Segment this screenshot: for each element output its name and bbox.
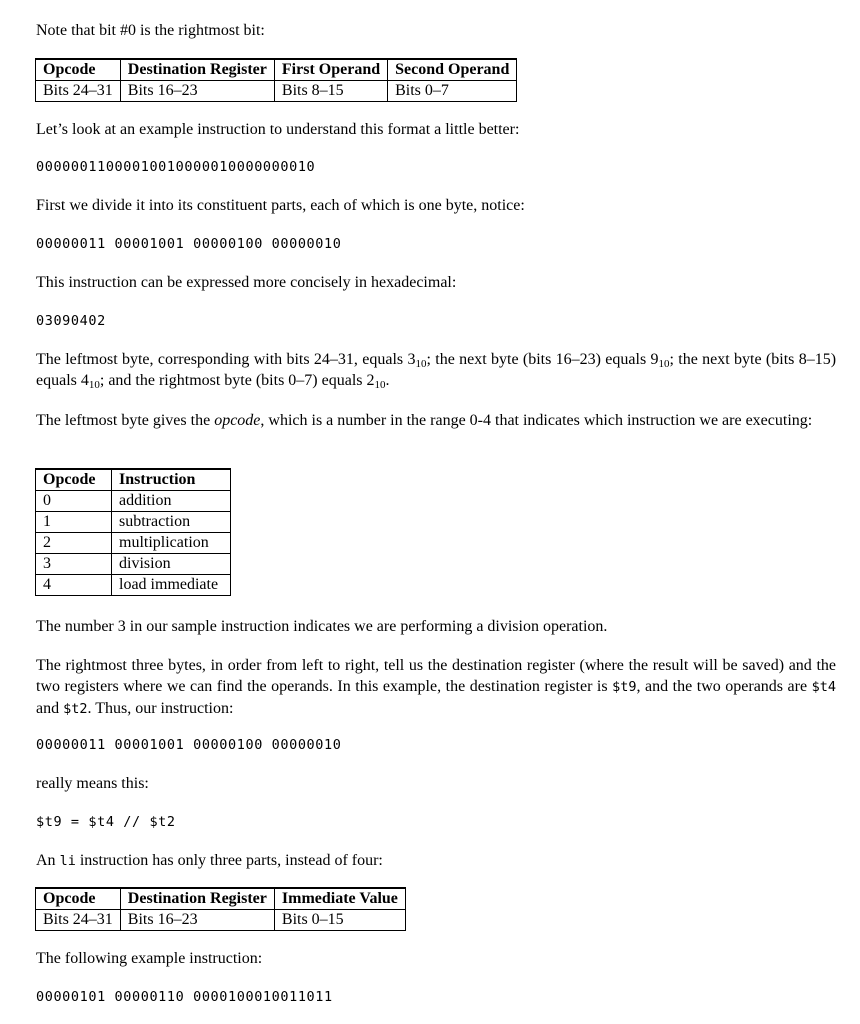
li-format-table [35, 887, 406, 931]
table-row [36, 533, 231, 554]
cell-destination-bits: Bits 16–23 [120, 81, 274, 102]
register-t9: $t9 [612, 679, 637, 695]
cell-immediate-bits: Bits 0–15 [274, 910, 405, 931]
table-header-row [36, 469, 231, 491]
registers-text-a: The rightmost three bytes, in order from left to right, tell us the destination register (where the result will be saved) and the two registers where we can find the operands. In this example, the destination register is [36, 657, 836, 695]
registers-text-c: and [36, 700, 64, 717]
cell-opcode-bits: Bits 24–31 [36, 81, 121, 102]
base-subscript: 10 [374, 379, 386, 391]
header-first-operand: First Operand [274, 59, 387, 81]
base-subscript: 10 [658, 358, 670, 370]
binary-li-instruction: 00000101 00000110 0000100010011011 [36, 989, 333, 1005]
table-header-row [36, 59, 517, 81]
li-code: li [59, 853, 76, 869]
cell-first-operand-bits: Bits 8–15 [274, 81, 387, 102]
binary-bytes: 00000011 00001001 00000100 00000010 [36, 236, 342, 252]
opcode-cell: 2 [36, 533, 112, 554]
table-header-row [36, 888, 406, 910]
table-row [36, 575, 231, 596]
table-row [36, 512, 231, 533]
header-second-operand: Second Operand [388, 59, 517, 81]
instruction-cell: addition [112, 491, 231, 512]
li-paragraph [36, 850, 383, 872]
cell-opcode-bits: Bits 24–31 [36, 910, 121, 931]
bit-note: Note that bit #0 is the rightmost bit: [36, 22, 265, 39]
header-opcode: Opcode [36, 59, 121, 81]
header-opcode: Opcode [36, 469, 112, 491]
really-means-text: really means this: [36, 775, 149, 792]
opcode-text-b: , which is a number in the range 0-4 that indicates which instruction we are executing: [260, 412, 813, 429]
header-destination-register: Destination Register [120, 888, 274, 910]
example-intro: Let’s look at an example instruction to understand this format a little better: [36, 121, 520, 138]
opcode-cell: 3 [36, 554, 112, 575]
table-row [36, 554, 231, 575]
bytes-text-4: ; and the rightmost byte (bits 0–7) equals 2 [99, 372, 375, 389]
table-row [36, 81, 517, 102]
header-opcode: Opcode [36, 888, 121, 910]
binary-bytes-repeat: 00000011 00001001 00000100 00000010 [36, 737, 342, 753]
instruction-cell: subtraction [112, 512, 231, 533]
bytes-text-5: . [385, 372, 390, 389]
following-text: The following example instruction: [36, 950, 263, 967]
opcode-table [35, 468, 231, 596]
opcode-paragraph [36, 410, 836, 431]
instruction-cell: multiplication [112, 533, 231, 554]
opcode-term: opcode [214, 412, 261, 429]
divide-text: First we divide it into its constituent parts, each of which is one byte, notice: [36, 197, 525, 214]
base-subscript: 10 [88, 379, 100, 391]
bytes-text-3: ; the next byte (bits 8–15) equals 4 [36, 351, 837, 389]
division-text: The number 3 in our sample instruction indicates we are performing a division operation. [36, 618, 608, 635]
li-text-b: instruction has only three parts, instead of four: [75, 852, 383, 869]
bytes-text-2: ; the next byte (bits 16–23) equals 9 [426, 351, 659, 368]
hex-value: 03090402 [36, 313, 106, 329]
opcode-text-a: The leftmost byte gives the [36, 412, 215, 429]
registers-paragraph [36, 655, 836, 720]
header-instruction: Instruction [112, 469, 231, 491]
bytes-paragraph [36, 349, 836, 391]
instruction-format-table [35, 58, 517, 102]
equation: $t9 = $t4 // $t2 [36, 814, 176, 830]
header-immediate-value: Immediate Value [274, 888, 405, 910]
opcode-cell: 1 [36, 512, 112, 533]
instruction-cell: division [112, 554, 231, 575]
opcode-cell: 0 [36, 491, 112, 512]
cell-destination-bits: Bits 16–23 [120, 910, 274, 931]
binary-instruction: 00000011000010010000010000000010 [36, 159, 316, 175]
registers-text-d: . Thus, our instruction: [87, 700, 234, 717]
header-destination-register: Destination Register [120, 59, 274, 81]
opcode-cell: 4 [36, 575, 112, 596]
base-subscript: 10 [415, 358, 427, 370]
bytes-text-1: The leftmost byte, corresponding with bits 24–31, equals 3 [36, 351, 416, 368]
hex-text: This instruction can be expressed more concisely in hexadecimal: [36, 274, 457, 291]
register-t4: $t4 [811, 679, 837, 695]
registers-text-b: , and the two operands are [636, 678, 812, 695]
instruction-cell: load immediate [112, 575, 231, 596]
cell-second-operand-bits: Bits 0–7 [388, 81, 517, 102]
li-text-a: An [36, 852, 60, 869]
register-t2: $t2 [63, 701, 88, 717]
table-row [36, 491, 231, 512]
table-row [36, 910, 406, 931]
